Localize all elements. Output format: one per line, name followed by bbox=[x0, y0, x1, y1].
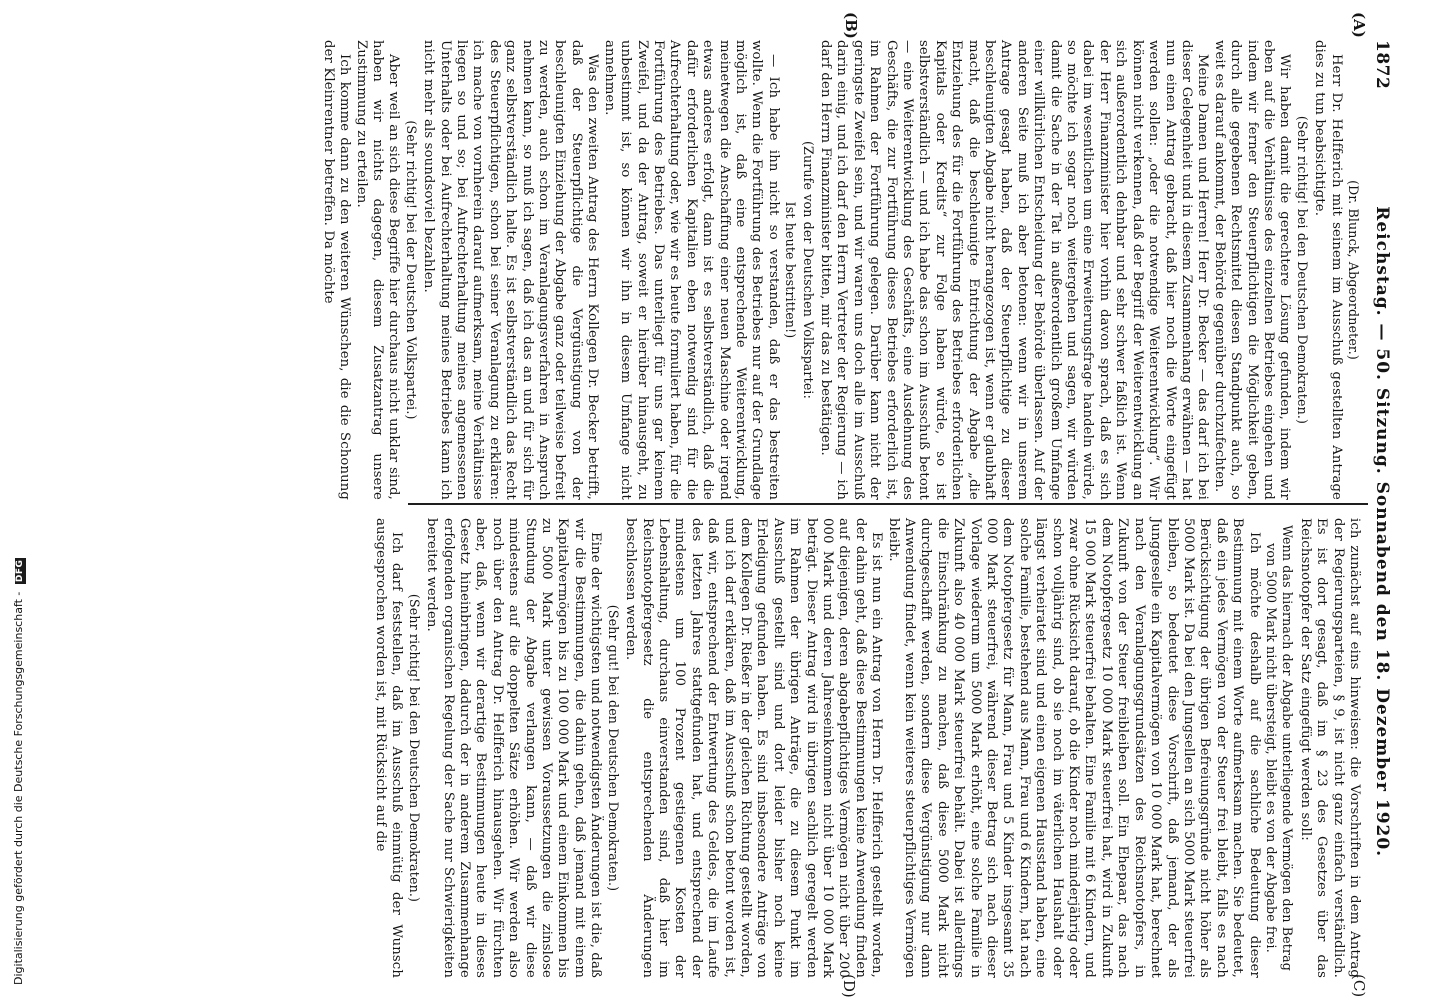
speaker-note: (Dr. Blunck, Abgeordneter.) bbox=[1346, 180, 1361, 360]
paragraph: Es ist nun ein Antrag von Herrn Dr. Helfferich gestellt worden, der dahin geht, daß diese Bestimmungen keine Anwendung finden auf diejenigen, deren abgabepflichtiges Vermögen nicht über 200 000 Mark und deren Jahreseinkommen nicht über 10 000 Mark beträgt. Dieser Antrag wird in übrigen sachlich geregelt werden im Rahmen der übrigen Anträge, die zu diesem Punkt im Ausschuß gestellt sind und dort leider bisher noch keine Erledigung gefunden haben. Es sind insbesondere Anträge von dem Kollegen Dr. Rießer in der gleichen Richtung gestellt worden, und ich darf erklären, daß im Ausschuß schon betont worden ist, daß wir, entsprechend der Entwertung des Geldes, die im Laufe des letzten Jahres stattgefunden hat, und entsprechend der mindestens um 100 Prozent gestiegenen Kosten der Lebenshaltung, durchaus einverstanden sind, daß hier im Reichsnotopfergesetz die entsprechenden Änderungen beschlossen werden. bbox=[623, 518, 885, 978]
paragraph: Ich darf feststellen, daß im Ausschuß einmütig der Wunsch ausgesprochen worden ist, mit Rücksicht auf die bbox=[373, 518, 405, 978]
interjection: Ist heute bestritten!) bbox=[783, 201, 799, 339]
right-column bbox=[373, 518, 1362, 978]
margin-marker-d: (D) bbox=[840, 974, 858, 998]
margin-marker-c: (C) bbox=[1350, 974, 1368, 998]
quoted-provision: Wenn das hiernach der Abgabe unterliegende Vermögen den Betrag von 5000 Mark nicht übersteigt, bleibt es von der Abgabe frei. bbox=[1263, 524, 1296, 972]
paragraph: Ich möchte deshalb auf die sachliche Bedeutung dieser Bestimmung mit einem Worte aufmerksam machen. Sie bedeutet, daß ein jedes Vermögen von der Steuer frei bleibt, falls es nach Berücksichtigung der übrigen Befreiungsgründe nicht höher als 5000 Mark ist. Da bei den Jungsellen an sich 5000 Mark steuerfrei bleiben, so bedeutet diese Vorschrift, daß jemand, der als Junggeselle ein Kapitalvermögen von 10 000 Mark hat, berechnet nach den Veranlagungsgrundsätzen des Reichsnotopfers, in Zukunft von der Steuer freibleiben soll. Ein Ehepaar, das nach dem Notopfergesetz 10 000 Mark steuerfrei hat, wird in Zukunft 15 000 Mark steuerfrei behalten. Eine Familie mit 6 Kindern, und zwar ohne Rücksicht darauf, ob die Kinder noch minderjährig oder schon volljährig sind, ob sie noch im väterlichen Haushalt oder längst verheiratet sind und einen eigenen Hausstand haben, eine solche Familie, bestehend aus Mann, Frau und 6 Kindern, hat nach dem Notopfergesetz für Mann, Frau und 5 Kinder insgesamt 35 000 Mark steuerfrei, während dieser Betrag sich nach dieser Vorlage wiederum um 5000 Mark erhöht, eine solche Familie in Zukunft also 40 000 Mark steuerfrei behält. Dabei ist allerdings die Einschränkung zu machen, daß diese 5000 Mark nicht durchgeschafft werden, sondern diese Vergünstigung nur dann Anwendung findet, wenn kein weiteres steuerpflichtiges Vermögen bleibt. bbox=[885, 518, 1262, 978]
running-title: Reichstag. — 50. Sitzung. Sonnabend den 18. Dezember 1920. bbox=[1372, 206, 1392, 858]
paragraph: Meine Damen und Herren! Herr Dr. Becker — das darf ich bei dieser Gelegenheit und in diesem Zusammenhang erwähnen — hat nun einen Antrag gebracht, daß hier noch die Worte eingefügt werden sollen: „oder die notwendige Weiterentwicklung“. Wir können nicht verkennen, daß der Begriff der Weiterentwicklung an sich außerordentlich dehnbar und sehr schwer faßlich ist. Wenn der Herr Finanzminister hier vorhin davon sprach, daß es sich dabei im wesentlichen um eine Erweiterungsfrage handeln würde, so möchte ich sogar noch weitergehen und sagen, wir würden damit die Sache in der Tat in außerordentlich großem Umfange einer willkürlichen Entscheidung der Behörde überlassen. Auf der anderen Seite muß ich aber betonen: wenn wir in unserem Antrage gesagt haben, daß der Steuerpflichtige zu dieser beschleunigten Abgabe nicht herangezogen ist, wenn er glaubhaft macht, daß die beschleunigte Entrichtung der Abgabe „die Entziehung des für die Fortführung des Betriebes erforderlichen Kapitals oder Kredits“ zur Folge haben würde, so ist selbstverständlich — und ich habe das schon im Ausschuß betont — eine Weiterentwicklung des Geschäfts, eine Ausdehnung des Geschäfts, die zur Fortführung dieses Betriebes erforderlich ist, im Rahmen der Fortführung gelegen. Darüber kann nicht der geringste Zweifel sein, und wir waren uns doch alle im Ausschuß darin einig, und ich darf den Herrn Vertreter der Regierung — ich darf den Herrn Finanzminister bitten, mir das zu bestätigen. bbox=[818, 40, 1211, 500]
page-number: 1872 bbox=[1372, 40, 1392, 90]
paragraph: ich zunächst auf eins hinweisen: die Vorschriften in dem Antrag der Regierungsparteien, § 9, ist nicht ganz einfach verständlich. Es ist dort gesagt, daß im § 23 des Gesetzes über das Reichsnotopfer der Satz eingefügt werden soll: bbox=[1297, 518, 1362, 978]
dfg-logo: DFG bbox=[15, 559, 25, 583]
page-header bbox=[1372, 40, 1406, 974]
paragraph: Aber weil an sich diese Begriffe hier durchaus nicht unklar sind, haben wir nichts dagegen, diesem Zusatzantrag unsere Zustimmung zu erteilen. bbox=[353, 40, 402, 500]
margin-marker-a: (A) bbox=[1350, 12, 1368, 38]
interjection: (Zurufe von der Deutschen Volkspartei: bbox=[800, 140, 816, 399]
paragraph: Wir haben damit die gerechtere Lösung gefunden, indem wir eben auf die Verhältnisse des einzelnen Betriebes eingehen und indem wir ferner den Steuerpflichtigen die Möglichkeit geben, durch alle gegebenen Rechtsmittel diesen Standpunkt auch, so weit es darauf ankommt, der Behörde gegenüber durchzufechten. bbox=[1211, 40, 1293, 500]
scanned-page-viewport bbox=[34, 0, 1408, 1000]
margin-marker-b: (B) bbox=[842, 12, 860, 39]
interjection: (Sehr gut! bei den Deutschen Demokraten.) bbox=[605, 604, 621, 892]
column-divider bbox=[408, 503, 1368, 505]
paragraph: — Ich habe ihn nicht so verstanden, daß er das bestreiten wollte. Wenn die Fortführung des Betriebes nur auf der Grundlage möglich ist, daß eine entsprechende Weiterentwicklung, meinetwegen die Anschaffung einer neuen Maschine oder irgend etwas anderes erfolgt, dann ist es selbstverständlich, daß die dafür erforderlichen Kapitalien eben notwendig sind für die Aufrechterhaltung oder, wie wir es heute formuliert haben, für die Fortführung des Betriebes. Das unterliegt für uns gar keinem Zweifel, und da der Antrag, soweit er hierüber hinausgeht, zu unbestimmt ist, so können wir ihn in diesem Umfange nicht annehmen. bbox=[601, 40, 781, 500]
digitization-note-text: Digitalisierung gefördert durch die Deutsche Forschungsgemeinschaft - bbox=[12, 588, 25, 985]
digitization-footer bbox=[0, 0, 26, 1000]
interjection: (Sehr richtig! bei der Deutschen Volkspartei.) bbox=[403, 120, 419, 420]
digitization-note bbox=[13, 558, 26, 985]
paragraph: Herr Dr. Helfferich mit seinem im Ausschuß gestellten Antrage dies zu tun beabsichtigte. bbox=[1312, 40, 1344, 500]
left-column bbox=[320, 40, 1362, 500]
interjection: (Sehr richtig! bei den Deutschen Demokraten.) bbox=[1294, 115, 1310, 425]
paragraph: Was den zweiten Antrag des Herrn Kollegen Dr. Becker betrifft, daß der Steuerpflichtige die Vergünstigung von der beschleunigten Einziehung der Abgabe ganz oder teilweise befreit zu werden, auch schon im Veranlagungsverfahren in Anspruch nehmen kann, so muß ich sagen, daß ich das an und für sich für ganz selbstverständlich halte. Es ist selbstverständlich das Recht des Steuerpflichtigen, schon bei seiner Veranlagung zu erklären: ich mache von vornherein darauf aufmerksam, meine Verhältnisse liegen so und so; bei Aufrechterhaltung meines angemessenen Unterhalts oder bei Aufrechterhaltung meines Betriebes kann ich nicht mehr als soundsoviel bezahlen. bbox=[421, 40, 601, 500]
interjection: (Sehr richtig! bei den Deutschen Demokraten.) bbox=[406, 593, 422, 903]
newspaper-page bbox=[34, 0, 1408, 1000]
paragraph: Eine der wichtigsten und notwendigsten Änderungen ist die, daß wir die Bestimmungen, die dahin gehen, daß jemand mit einem Kapitalvermögen bis zu 100 000 Mark und einem Einkommen bis zu 5000 Mark unter gewissen Voraussetzungen die zinslose Stundung der Abgabe verlangen kann, — daß wir diese mindestens auf die doppelten Sätze erhöhen. Wir werden also noch über den Antrag Dr. Helfferich hinausgehen. Wir fürchten aber, daß, wenn wir derartige Bestimmungen heute in dieses Gesetz hineinbringen, dadurch der in anderem Zusammenhange erfolgenden organischen Regelung der Sache nur Schwierigkeiten bereitet werden. bbox=[424, 518, 604, 978]
paragraph: Ich komme dann zu den weiteren Wünschen, die die Schonung der Kleinrentner betreffen. Da möchte bbox=[320, 40, 353, 500]
